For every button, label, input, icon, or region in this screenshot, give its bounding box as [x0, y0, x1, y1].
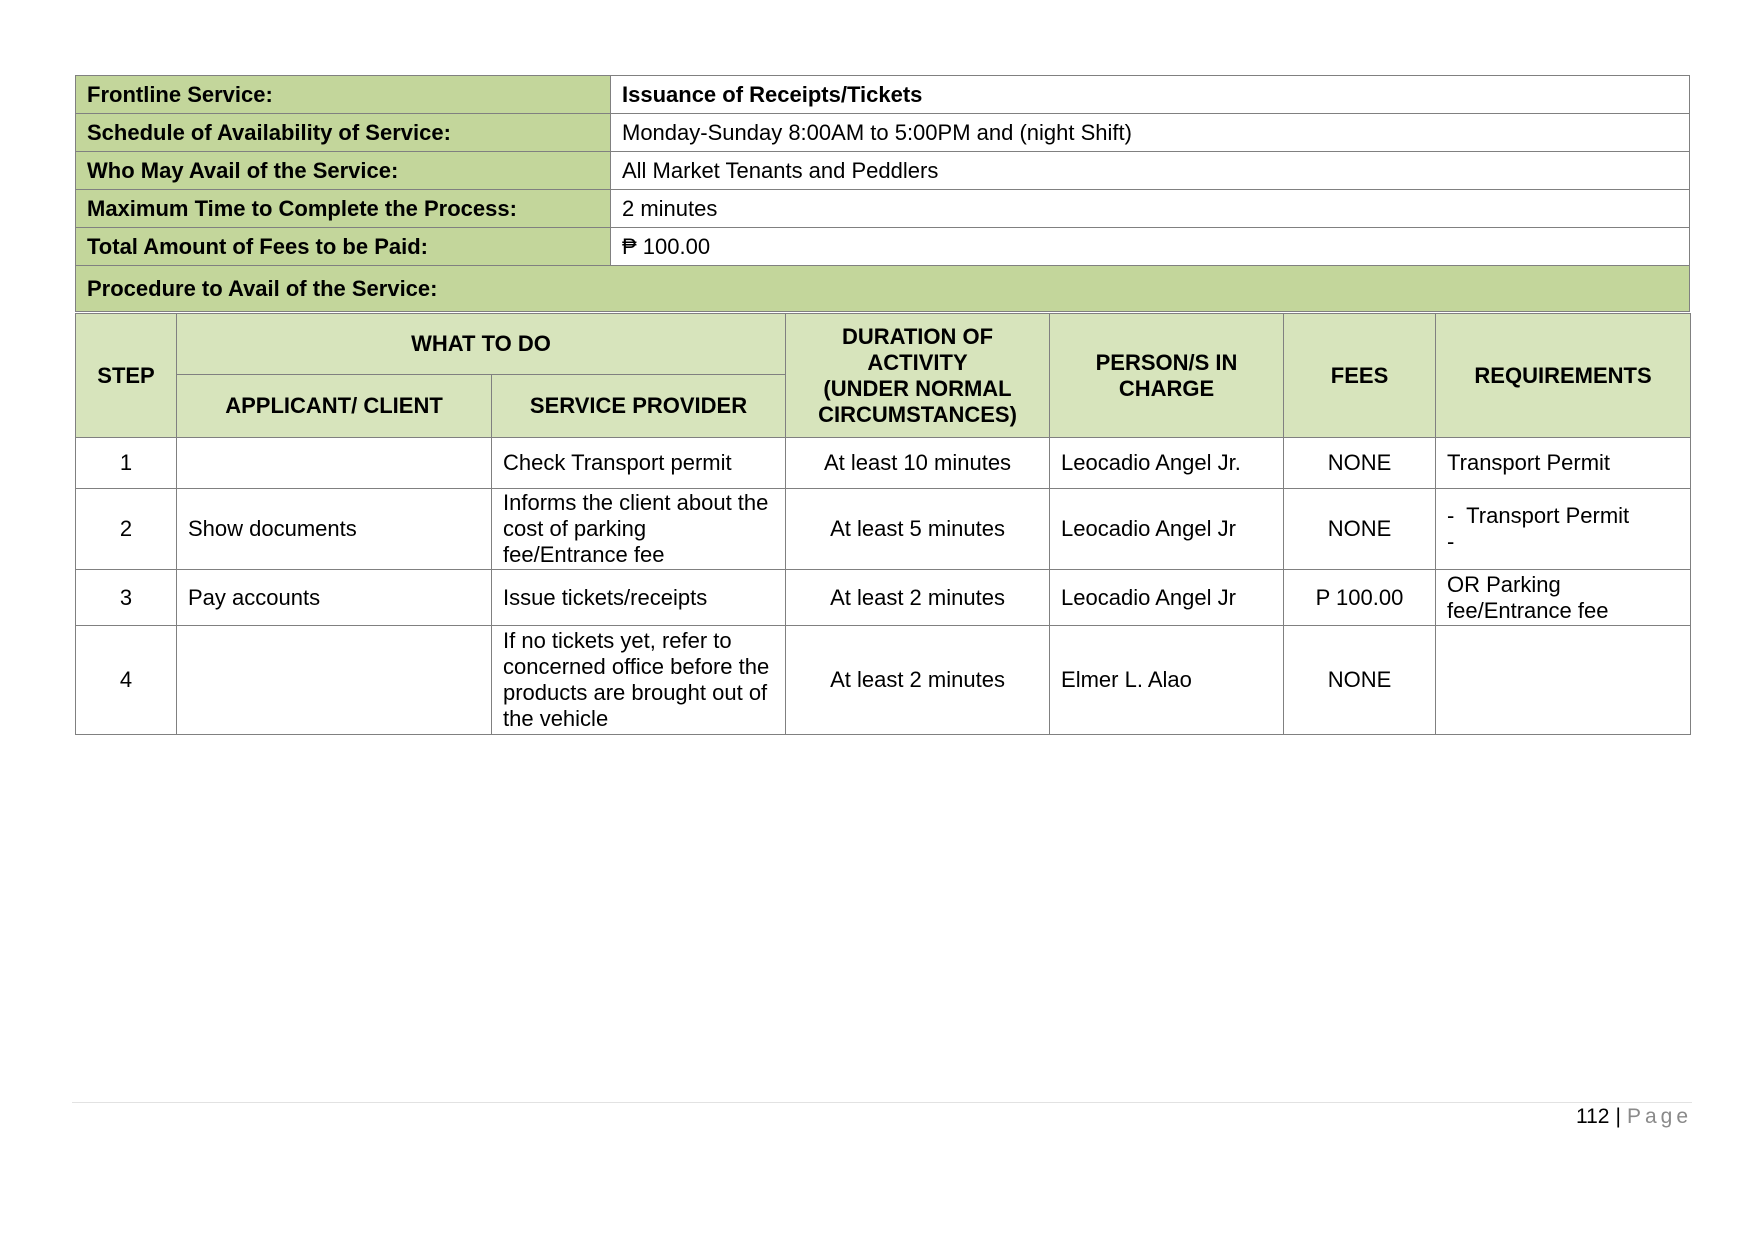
provider-cell: Issue tickets/receipts — [492, 570, 786, 626]
provider-header: SERVICE PROVIDER — [492, 375, 786, 438]
requirement-item: - — [1447, 529, 1455, 554]
duration-cell: At least 10 minutes — [786, 438, 1050, 489]
provider-cell: Informs the client about the cost of parking fee/Entrance fee — [492, 489, 786, 570]
duration-cell: At least 2 minutes — [786, 570, 1050, 626]
info-row — [76, 114, 1690, 152]
fees-cell: P 100.00 — [1284, 570, 1436, 626]
duration-cell: At least 2 minutes — [786, 626, 1050, 735]
info-value: Monday-Sunday 8:00AM to 5:00PM and (night Shift) — [611, 114, 1690, 152]
duration-header-line: DURATION OF ACTIVITY — [841, 323, 994, 375]
provider-cell: If no tickets yet, refer to concerned office before the products are brought out of the vehicle — [492, 626, 786, 735]
requirements-cell — [1436, 626, 1691, 735]
applicant-cell — [177, 438, 492, 489]
page-word: Page — [1626, 1105, 1692, 1128]
requirement-item: - Transport Permit — [1447, 503, 1630, 528]
info-value: 2 minutes — [611, 190, 1690, 228]
person-header: PERSON/S IN CHARGE — [1050, 314, 1284, 438]
info-value: ₱ 100.00 — [611, 228, 1690, 266]
table-row — [76, 626, 1691, 735]
requirements-cell — [1436, 438, 1691, 489]
page-number: 112 — [1576, 1105, 1610, 1128]
what-to-do-header: WHAT TO DO — [177, 314, 786, 375]
step-cell: 1 — [76, 438, 177, 489]
step-cell: 2 — [76, 489, 177, 570]
provider-cell: Check Transport permit — [492, 438, 786, 489]
person-cell: Leocadio Angel Jr. — [1050, 438, 1284, 489]
page-footer — [1576, 1105, 1692, 1129]
duration-header-line: (UNDER NORMAL CIRCUMSTANCES) — [818, 375, 1017, 427]
info-row — [76, 152, 1690, 190]
requirements-cell — [1436, 489, 1691, 570]
info-row — [76, 190, 1690, 228]
info-label: Frontline Service: — [76, 76, 611, 114]
info-row — [76, 76, 1690, 114]
applicant-cell: Show documents — [177, 489, 492, 570]
page-separator: | — [1615, 1105, 1621, 1128]
applicant-cell: Pay accounts — [177, 570, 492, 626]
fees-cell: NONE — [1284, 438, 1436, 489]
applicant-cell — [177, 626, 492, 735]
fees-cell: NONE — [1284, 489, 1436, 570]
person-cell: Leocadio Angel Jr — [1050, 489, 1284, 570]
fees-cell: NONE — [1284, 626, 1436, 735]
footer-divider — [72, 1102, 1692, 1103]
table-row — [76, 489, 1691, 570]
requirements-cell — [1436, 570, 1691, 626]
step-header: STEP — [76, 314, 177, 438]
info-value: All Market Tenants and Peddlers — [611, 152, 1690, 190]
table-row — [76, 570, 1691, 626]
procedure-label: Procedure to Avail of the Service: — [76, 266, 1690, 312]
step-cell: 4 — [76, 626, 177, 735]
procedure-label-row — [76, 266, 1690, 312]
info-label: Schedule of Availability of Service: — [76, 114, 611, 152]
applicant-header: APPLICANT/ CLIENT — [177, 375, 492, 438]
info-label: Maximum Time to Complete the Process: — [76, 190, 611, 228]
table-row — [76, 438, 1691, 489]
service-info-table — [75, 75, 1690, 312]
info-row — [76, 228, 1690, 266]
procedure-table — [75, 313, 1691, 735]
fees-header: FEES — [1284, 314, 1436, 438]
info-label: Total Amount of Fees to be Paid: — [76, 228, 611, 266]
info-value: Issuance of Receipts/Tickets — [611, 76, 1690, 114]
requirement-item: OR Parking fee/Entrance fee — [1447, 571, 1609, 623]
info-label: Who May Avail of the Service: — [76, 152, 611, 190]
header-row — [76, 314, 1691, 375]
person-cell: Elmer L. Alao — [1050, 626, 1284, 735]
duration-header — [786, 314, 1050, 438]
person-cell: Leocadio Angel Jr — [1050, 570, 1284, 626]
duration-cell: At least 5 minutes — [786, 489, 1050, 570]
requirement-item: Transport Permit — [1447, 450, 1611, 475]
step-cell: 3 — [76, 570, 177, 626]
requirements-header: REQUIREMENTS — [1436, 314, 1691, 438]
